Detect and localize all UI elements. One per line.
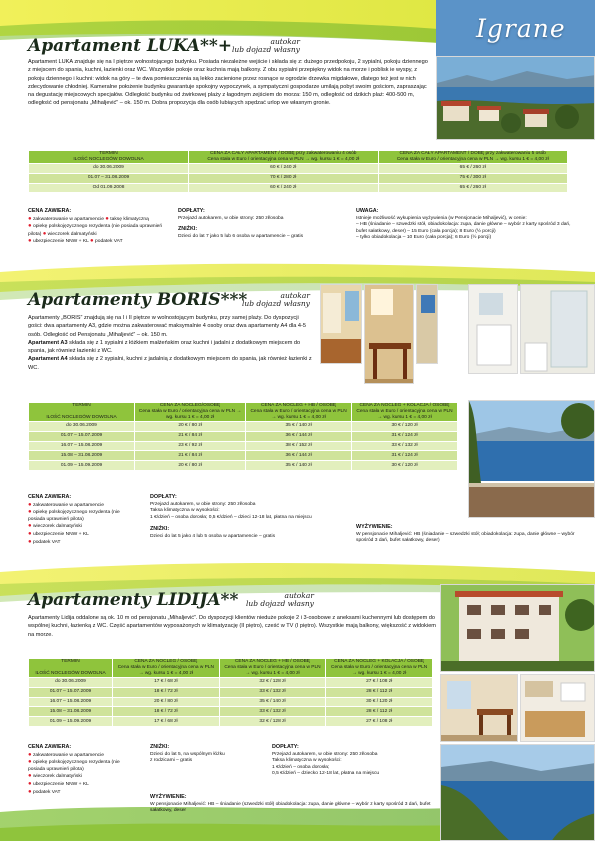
boris-head-term: [29, 403, 135, 422]
table-cell: 16.07 – 15.08.2009: [29, 441, 135, 451]
boris-discount-title: ZNIŻKI:: [150, 526, 170, 533]
lidija-head-col2: [219, 659, 326, 678]
bullet-icon: ●: [28, 215, 32, 222]
table-cell: 30 € / 120 zł: [352, 461, 458, 471]
lidija-includes: [28, 744, 132, 796]
boris-a3-text: składa się z 1 sypialni z łóżkiem małżeńskim oraz kuchni i jadalni z dodatkowym miejscem do spania, jak również łazienki z WC.: [28, 339, 301, 355]
table-row: [29, 431, 458, 441]
table-cell: 18 € / 72 zł: [113, 707, 220, 717]
lidija-discount-text2: z rodzicami – gratis: [150, 758, 193, 764]
table-cell: 27 € / 108 zł: [326, 717, 433, 727]
boris-dining-photo: [364, 284, 414, 384]
bullet-icon: ●: [42, 230, 47, 237]
bullet-icon: ●: [28, 523, 32, 530]
boris-balcony-photo: [416, 284, 438, 364]
table-cell: 01.07 – 31.08.2009: [29, 173, 189, 183]
boris-extra-title: DOPŁATY:: [150, 494, 177, 500]
luka-subtitle-line1: autokar: [270, 37, 300, 46]
table-cell: 33 € / 132 zł: [219, 687, 326, 697]
luka-include-0: zakwaterowanie w apartamencie: [32, 216, 104, 222]
table-row: [29, 164, 568, 174]
bullet-icon: ●: [28, 238, 32, 245]
boris-head-col3-b: Cena stała w Euro / orientacyjna cena w PLN → wg. kursu 1 € = 4,00 zł: [356, 409, 453, 420]
boris-includes-title: CENA ZAWIERA:: [28, 494, 72, 500]
lidija-head-col3-a: CENA ZA NOCLEG + KOLACJA / OSOBĘ: [334, 659, 425, 664]
brand-title: Igrane: [476, 14, 566, 43]
luka-head-nights-text: ILOŚĆ NOCLEGÓW DOWOLNA: [73, 157, 144, 162]
lidija-title: Apartamenty LIDIJA**: [28, 590, 239, 610]
table-cell: do 30.06.2009: [29, 164, 189, 174]
boris-head-col1-a: CENA ZA NOCLEG/OSOBĘ: [159, 403, 221, 408]
luka-sea-view-photo: [436, 56, 595, 140]
bullet-icon: ●: [28, 780, 32, 787]
luka-head-col1: [189, 151, 379, 164]
lidija-head-term-text: TERMIN: [61, 659, 80, 664]
table-row: [29, 441, 458, 451]
lidija-food-title: WYŻYWIENIE:: [150, 794, 187, 800]
lidija-head-col1-b: Cena stała w Euro / orientacyjna cena w PLN → wg. kursu 1 € = 4,00 zł: [117, 665, 214, 676]
list-item: [28, 502, 138, 510]
boris-discount-text: Dzieci do lat 5 jako 4 lub 5 osoba w apartamencie – gratis: [150, 533, 276, 539]
bullet-icon: ●: [28, 788, 32, 795]
boris-sea-terrace-photo: [468, 400, 595, 518]
lidija-head-nights-text: ILOŚĆ NOCLEGÓW DOWOLNA: [35, 671, 106, 676]
lidija-discount-text1: Dzieci do lat 5, na wspólnym łóżku: [150, 751, 225, 757]
boris-food-title: WYŻYWIENIE:: [356, 524, 393, 530]
lidija-extra-text1: Przejazd autokarem, w obie strony: 250 zł/osoba: [272, 751, 378, 757]
table-row: [29, 173, 568, 183]
lidija-head-col3: [326, 659, 433, 678]
table-cell: 01.07 – 15.07.2009: [29, 431, 135, 441]
luka-extra-text: Przejazd autokarem, w obie strony: 250 zł/osoba: [178, 215, 284, 221]
luka-note-text1: Istnieje możliwość wykupienia wyżywienia (w Pensjonacie Mihaljević), w cenie:: [356, 215, 527, 221]
table-cell: 16.07 – 15.08.2009: [29, 697, 113, 707]
luka-include-5: podatek VAT: [95, 239, 123, 245]
luka-note-text3: – tylko obiadokolacja – 10 Euro (cała porcja); 6 Euro (½ porcji): [356, 235, 492, 241]
lidija-include-2: wieczorek dalmatyński: [32, 774, 82, 780]
list-item: [28, 752, 132, 760]
lidija-building-photo: [440, 584, 595, 672]
boris-extra-text3: 1 €/dzień – osoba dorosła; 0,5 €/dzień – dzieci 12-18 lat, płatna na miejscu: [150, 514, 312, 520]
table-row: [29, 461, 458, 471]
luka-price-table: [28, 150, 568, 193]
luka-include-4: ubezpieczenie NNW + KL: [32, 239, 89, 245]
table-row: [29, 678, 433, 688]
list-item: [28, 523, 138, 531]
lidija-extras: [272, 744, 432, 778]
luka-description: [28, 58, 428, 108]
boris-extra-text1: Przejazd autokarem, w obie strony: 250 zł/osoba: [150, 501, 256, 507]
boris-head-col3-a: CENA ZA NOCLEG + KOLACJA / OSOBĘ: [359, 403, 450, 408]
list-item: [28, 789, 132, 797]
lidija-head-col2-a: CENA ZA NOCLEG + HB / OSOBĘ: [234, 659, 310, 664]
lidija-discount-title: ZNIŻKI:: [150, 744, 170, 750]
boris-kitchen-photo: [320, 284, 362, 364]
boris-shower-photo: [520, 284, 595, 374]
table-cell: 60 € / 240 zł: [189, 183, 379, 193]
boris-head-col2: [246, 403, 352, 422]
table-cell: 01.07 – 15.07.2009: [29, 687, 113, 697]
lidija-head-term: [29, 659, 113, 678]
boris-a3-label: Apartament A3: [28, 339, 68, 346]
boris-include-2: wieczorek dalmatyński: [32, 524, 82, 530]
lidija-food: [150, 794, 435, 815]
table-cell: 75 € / 300 zł: [378, 173, 568, 183]
table-cell: 30 € / 120 zł: [326, 697, 433, 707]
luka-head-term: [29, 151, 189, 164]
table-cell: 28 € / 112 zł: [326, 687, 433, 697]
boris-head-col1-b: Cena stała w Euro / orientacyjna cena w PLN → wg. kursu 1 € = 4,00 zł: [138, 409, 242, 420]
luka-discount-title: ZNIŻKI:: [178, 226, 198, 233]
bullet-icon: ●: [28, 773, 32, 780]
table-row: [29, 451, 458, 461]
boris-extra-text2: Taksa klimatyczna w wysokości:: [150, 508, 220, 514]
lidija-extra-text4: 0,5 €/dzień – dziecko 12-18 lat, płatna na miejscu: [272, 771, 380, 777]
table-cell: 30 € / 120 zł: [352, 422, 458, 432]
boris-include-3: ubezpieczenie NNW + KL: [32, 531, 89, 537]
table-cell: 01.09 – 15.09.2009: [29, 461, 135, 471]
boris-a3: [28, 339, 312, 356]
table-cell: 35 € / 140 zł: [246, 461, 352, 471]
luka-subtitle-line2: lub dojazd własny: [232, 45, 300, 54]
table-cell: 65 € / 260 zł: [378, 183, 568, 193]
table-cell: 35 € / 140 zł: [246, 422, 352, 432]
list-item: [28, 216, 168, 224]
list-item: [28, 509, 138, 523]
luka-head-term-text: TERMIN: [99, 151, 118, 156]
list-item: [28, 531, 138, 539]
luka-head-col2: [378, 151, 568, 164]
table-cell: 15.08 – 31.08.2009: [29, 451, 135, 461]
lidija-include-0: zakwaterowanie w apartamencie: [32, 752, 104, 758]
boris-a4-text: składa się z 2 sypialni, kuchni z jadalnią z dodatkowym miejscem do spania, jak również łazienki z WC.: [28, 356, 312, 371]
boris-head-col2-b: Cena stała w Euro / orientacyjna cena w PLN → wg. kursu 1 € = 4,00 zł: [250, 409, 347, 420]
bullet-icon: ●: [28, 759, 32, 766]
boris-a4: [28, 355, 312, 372]
boris-title: Apartamenty BORIS***: [28, 290, 248, 310]
table-cell: 65 € / 260 zł: [378, 164, 568, 174]
table-cell: 20 € / 80 zł: [135, 461, 246, 471]
bullet-icon: ●: [28, 751, 32, 758]
luka-includes-title: CENA ZAWIERA:: [28, 208, 72, 214]
boris-include-1: opiekę polskojęzycznego rezydenta (nie posiada uprawnień pilota): [28, 510, 120, 522]
boris-description: [28, 314, 312, 372]
list-item: [28, 781, 132, 789]
table-row: [29, 717, 433, 727]
list-item: [28, 539, 138, 547]
boris-head-col3: [352, 403, 458, 422]
table-cell: 23 € / 92 zł: [135, 441, 246, 451]
boris-food: [356, 524, 576, 545]
table-cell: do 30.06.2009: [29, 422, 135, 432]
lidija-kitchen-photo: [520, 674, 595, 742]
lidija-head-col2-b: Cena stała w Euro / orientacyjna cena w PLN → wg. kursu 1 € = 4,00 zł: [224, 665, 321, 676]
lidija-extra-text2: Taksa klimatyczna w wysokości:: [272, 758, 342, 764]
table-cell: 36 € / 144 zł: [246, 431, 352, 441]
lidija-includes-title: CENA ZAWIERA:: [28, 744, 72, 750]
lidija-room-photo: [440, 674, 518, 742]
luka-title: Apartament LUKA**+: [28, 36, 232, 56]
table-cell: 21 € / 84 zł: [135, 451, 246, 461]
table-cell: 33 € / 132 zł: [352, 441, 458, 451]
boris-includes: [28, 494, 138, 546]
table-cell: 21 € / 84 zł: [135, 431, 246, 441]
lidija-head-col3-b: Cena stała w Euro / orientacyjna cena w PLN → wg. kursu 1 € = 4,00 zł: [331, 665, 428, 676]
table-row: [29, 687, 433, 697]
table-cell: 28 € / 112 zł: [326, 707, 433, 717]
luka-includes: [28, 208, 168, 246]
table-cell: 18 € / 72 zł: [113, 687, 220, 697]
boris-subtitle-line2: lub dojazd własny: [242, 299, 310, 308]
luka-extra-title: DOPŁATY:: [178, 208, 205, 214]
lidija-include-4: podatek VAT: [32, 789, 61, 795]
table-cell: 31 € / 124 zł: [352, 451, 458, 461]
lidija-food-text: W pensjonacie Mihaljević: HB – śniadanie (szwedzki stół) obiadokolacja: zupa, danie główne – wybór z karty spośród 3 dań, bufet sałatkowy, deser: [150, 801, 431, 814]
bullet-icon: ●: [28, 530, 32, 537]
boris-head-nights-text: ILOŚĆ NOCLEGÓW DOWOLNA: [46, 415, 117, 420]
list-item: [28, 238, 168, 246]
lidija-subtitle: [246, 592, 314, 608]
luka-note-text2: – HB (śniadanie – szwedzki stół, obiadokolacja: zupa, danie główne – wybór z karty spośród 3 dań, bufet sałatkowy, deser) – 15 Euro (cała porcja); 8 Euro (½ porcji): [356, 222, 571, 234]
table-cell: 31 € / 124 zł: [352, 431, 458, 441]
table-row: [29, 697, 433, 707]
boris-bathroom-photo: [468, 284, 518, 374]
boris-subtitle-line1: autokar: [280, 291, 310, 300]
luka-include-3: wieczorek dalmatyński: [47, 231, 97, 237]
table-cell: 27 € / 108 zł: [326, 678, 433, 688]
boris-price-table: [28, 402, 458, 471]
list-item: [28, 773, 132, 781]
luka-description-text: Apartament LUKA znajduje się na I piętrze wolnostojącego budynku. Posiada niezależne wejście i składa się z: dużego przedpokoju, 2 sypialni, pokoju dziennego z miejscem do spania, kuchni, łazienki oraz WC. Wszystkie pokoje oraz kuchnia mają balkony. Z obu sypialni przepiękny widok na morze i poblisk ie wyspy, z pokoju dziennego i kuchni: widok na góry – te dwa pomieszczenia są lekko zacienione przez rosnące w ogrodzie drzewka migdałowe, dlatego też jest w nich zdecydowanie chłodniej. Kameralne położenie budynku gwarantuje spokojny wypoczynek, a sympatyczni gospodarze umilają pobyt swoim gościom, zapraszając na degustację miejscowych specjałów.: [28, 59, 428, 99]
bullet-icon: ●: [28, 538, 32, 545]
boris-food-text: W pensjonacie Mihaljević: HB (śniadanie – szwedzki stół; obiadokolacja: zupa, danie główne – wybór spośród 3 dań, bufet sałatkowy, deser): [356, 531, 575, 544]
table-cell: Od 01.09.2008: [29, 183, 189, 193]
bullet-icon: ●: [28, 509, 32, 516]
table-cell: 17 € / 68 zł: [113, 678, 220, 688]
boris-a4-label: Apartament A4: [28, 356, 68, 363]
luka-head-col1-b: Cena stała w Euro / orientacyjna cena w PLN → wg. kursu 1 € = 4,00 zł: [207, 157, 360, 162]
boris-head-col2-a: CENA ZA NOCLEG + HB / OSOBĘ: [261, 403, 337, 408]
lidija-price-table: [28, 658, 433, 727]
table-row: [29, 707, 433, 717]
table-cell: 15.08 – 31.08.2009: [29, 707, 113, 717]
boris-head-col1: [135, 403, 246, 422]
lidija-include-3: ubezpieczenie NNW + KL: [32, 781, 89, 787]
luka-note-title: UWAGA:: [356, 208, 379, 214]
luka-note: [356, 208, 571, 242]
boris-include-4: podatek VAT: [32, 539, 61, 545]
luka-discount-text: Dzieci do lat 7 jako 5 lub 6 osoba w apartamencie – gratis: [178, 233, 304, 239]
table-cell: 17 € / 68 zł: [113, 717, 220, 727]
lidija-include-1: opiekę polskojęzycznego rezydenta (nie posiada uprawnień pilota): [28, 760, 120, 772]
lidija-head-col1: [113, 659, 220, 678]
table-cell: 01.09 – 15.09.2009: [29, 717, 113, 727]
table-cell: 38 € / 152 zł: [246, 441, 352, 451]
luka-include-2: opiekę polskojęzycznego rezydenta (nie posiada uprawnień pilota): [28, 224, 163, 237]
bullet-icon: ●: [105, 215, 109, 222]
table-row: [29, 183, 568, 193]
table-cell: 60 € / 240 zł: [189, 164, 379, 174]
lidija-extra-title: DOPŁATY:: [272, 744, 299, 750]
lidija-coast-photo: [440, 744, 595, 841]
luka-head-col2-b: Cena stała w Euro / orientacyjna cena w PLN → wg. kursu 1 € = 4,00 zł: [396, 157, 549, 162]
bullet-icon: ●: [90, 238, 94, 245]
luka-subtitle: [232, 38, 300, 54]
table-row: [29, 422, 458, 432]
boris-head-term-text: TERMIN: [72, 403, 91, 408]
lidija-discounts: [150, 744, 260, 765]
list-item: [28, 223, 168, 238]
luka-extras: [178, 208, 348, 240]
table-cell: 32 € / 128 zł: [219, 678, 326, 688]
bullet-icon: ●: [28, 223, 32, 230]
table-cell: 70 € / 280 zł: [189, 173, 379, 183]
boris-subtitle: [242, 292, 310, 308]
luka-head-col1-a: CENA ZA CAŁY APARTAMENT / DOBĘ przy zakwaterowaniu 4 osób: [210, 151, 357, 156]
table-cell: 33 € / 132 zł: [219, 707, 326, 717]
bullet-icon: ●: [28, 501, 32, 508]
table-cell: 36 € / 144 zł: [246, 451, 352, 461]
lidija-description: Apartamenty Lidija oddalone są ok. 10 m od pensjonatu „Mihaljević”. Do dyspozycji klientów nieduże pokoje 2 i 3-osobowe z aneksami kuchennymi lub dostępem do wspólnej kuchni, łazienką z WC. Część apartamentów wyposażonych w klimatyzację (II piętro), cześć w TV (I piętro). Wszystkie mają balkony, większość z widokiem na morze.: [28, 615, 436, 638]
boris-extras: [150, 494, 350, 541]
table-cell: 32 € / 128 zł: [219, 717, 326, 727]
table-cell: 20 € / 80 zł: [113, 697, 220, 707]
luka-head-col2-a: CENA ZA CAŁY APARTAMENT / DOBĘ przy zakwaterowaniu 5 osób: [399, 151, 546, 156]
boris-include-0: zakwaterowanie w apartamencie: [32, 502, 104, 508]
lidija-head-col1-a: CENA ZA NOCLEG / OSOBĘ: [134, 659, 198, 664]
table-cell: 35 € / 140 zł: [219, 697, 326, 707]
lidija-subtitle-line2: lub dojazd własny: [246, 599, 314, 608]
table-cell: 20 € / 80 zł: [135, 422, 246, 432]
list-item: [28, 759, 132, 773]
luka-description-text2: Odległość budynku od żwirkowej plaży z łagodnym zejściem do morza: 150 m, odległość od dzikich plaż: 400-500 m, odległość od pensjonatu „Mihaljević” – ok. 150 m. Dobra propozycja dla osób lubiących spędzać urlop we własnym gronie.: [28, 92, 415, 107]
lidija-extra-text3: 1 €/dzień – osoba dorosła;: [272, 764, 330, 770]
luka-include-1: taksę klimatyczną: [110, 216, 149, 222]
table-cell: do 30.06.2009: [29, 678, 113, 688]
lidija-subtitle-line1: autokar: [284, 591, 314, 600]
boris-description-text: Apartamenty „BORIS” znajdują się na I i II piętrze w wolnostojącym budynku, przy samej plaży. Do dyspozycji gości: dwa apartamenty A3, gdzie można zakwaterować maksymalnie 4 osoby oraz dwa apartamenty A4 dla 4-5 osób. Odległość od Pensjonatu „Mihaljević” – ok. 150 m.: [28, 315, 306, 338]
